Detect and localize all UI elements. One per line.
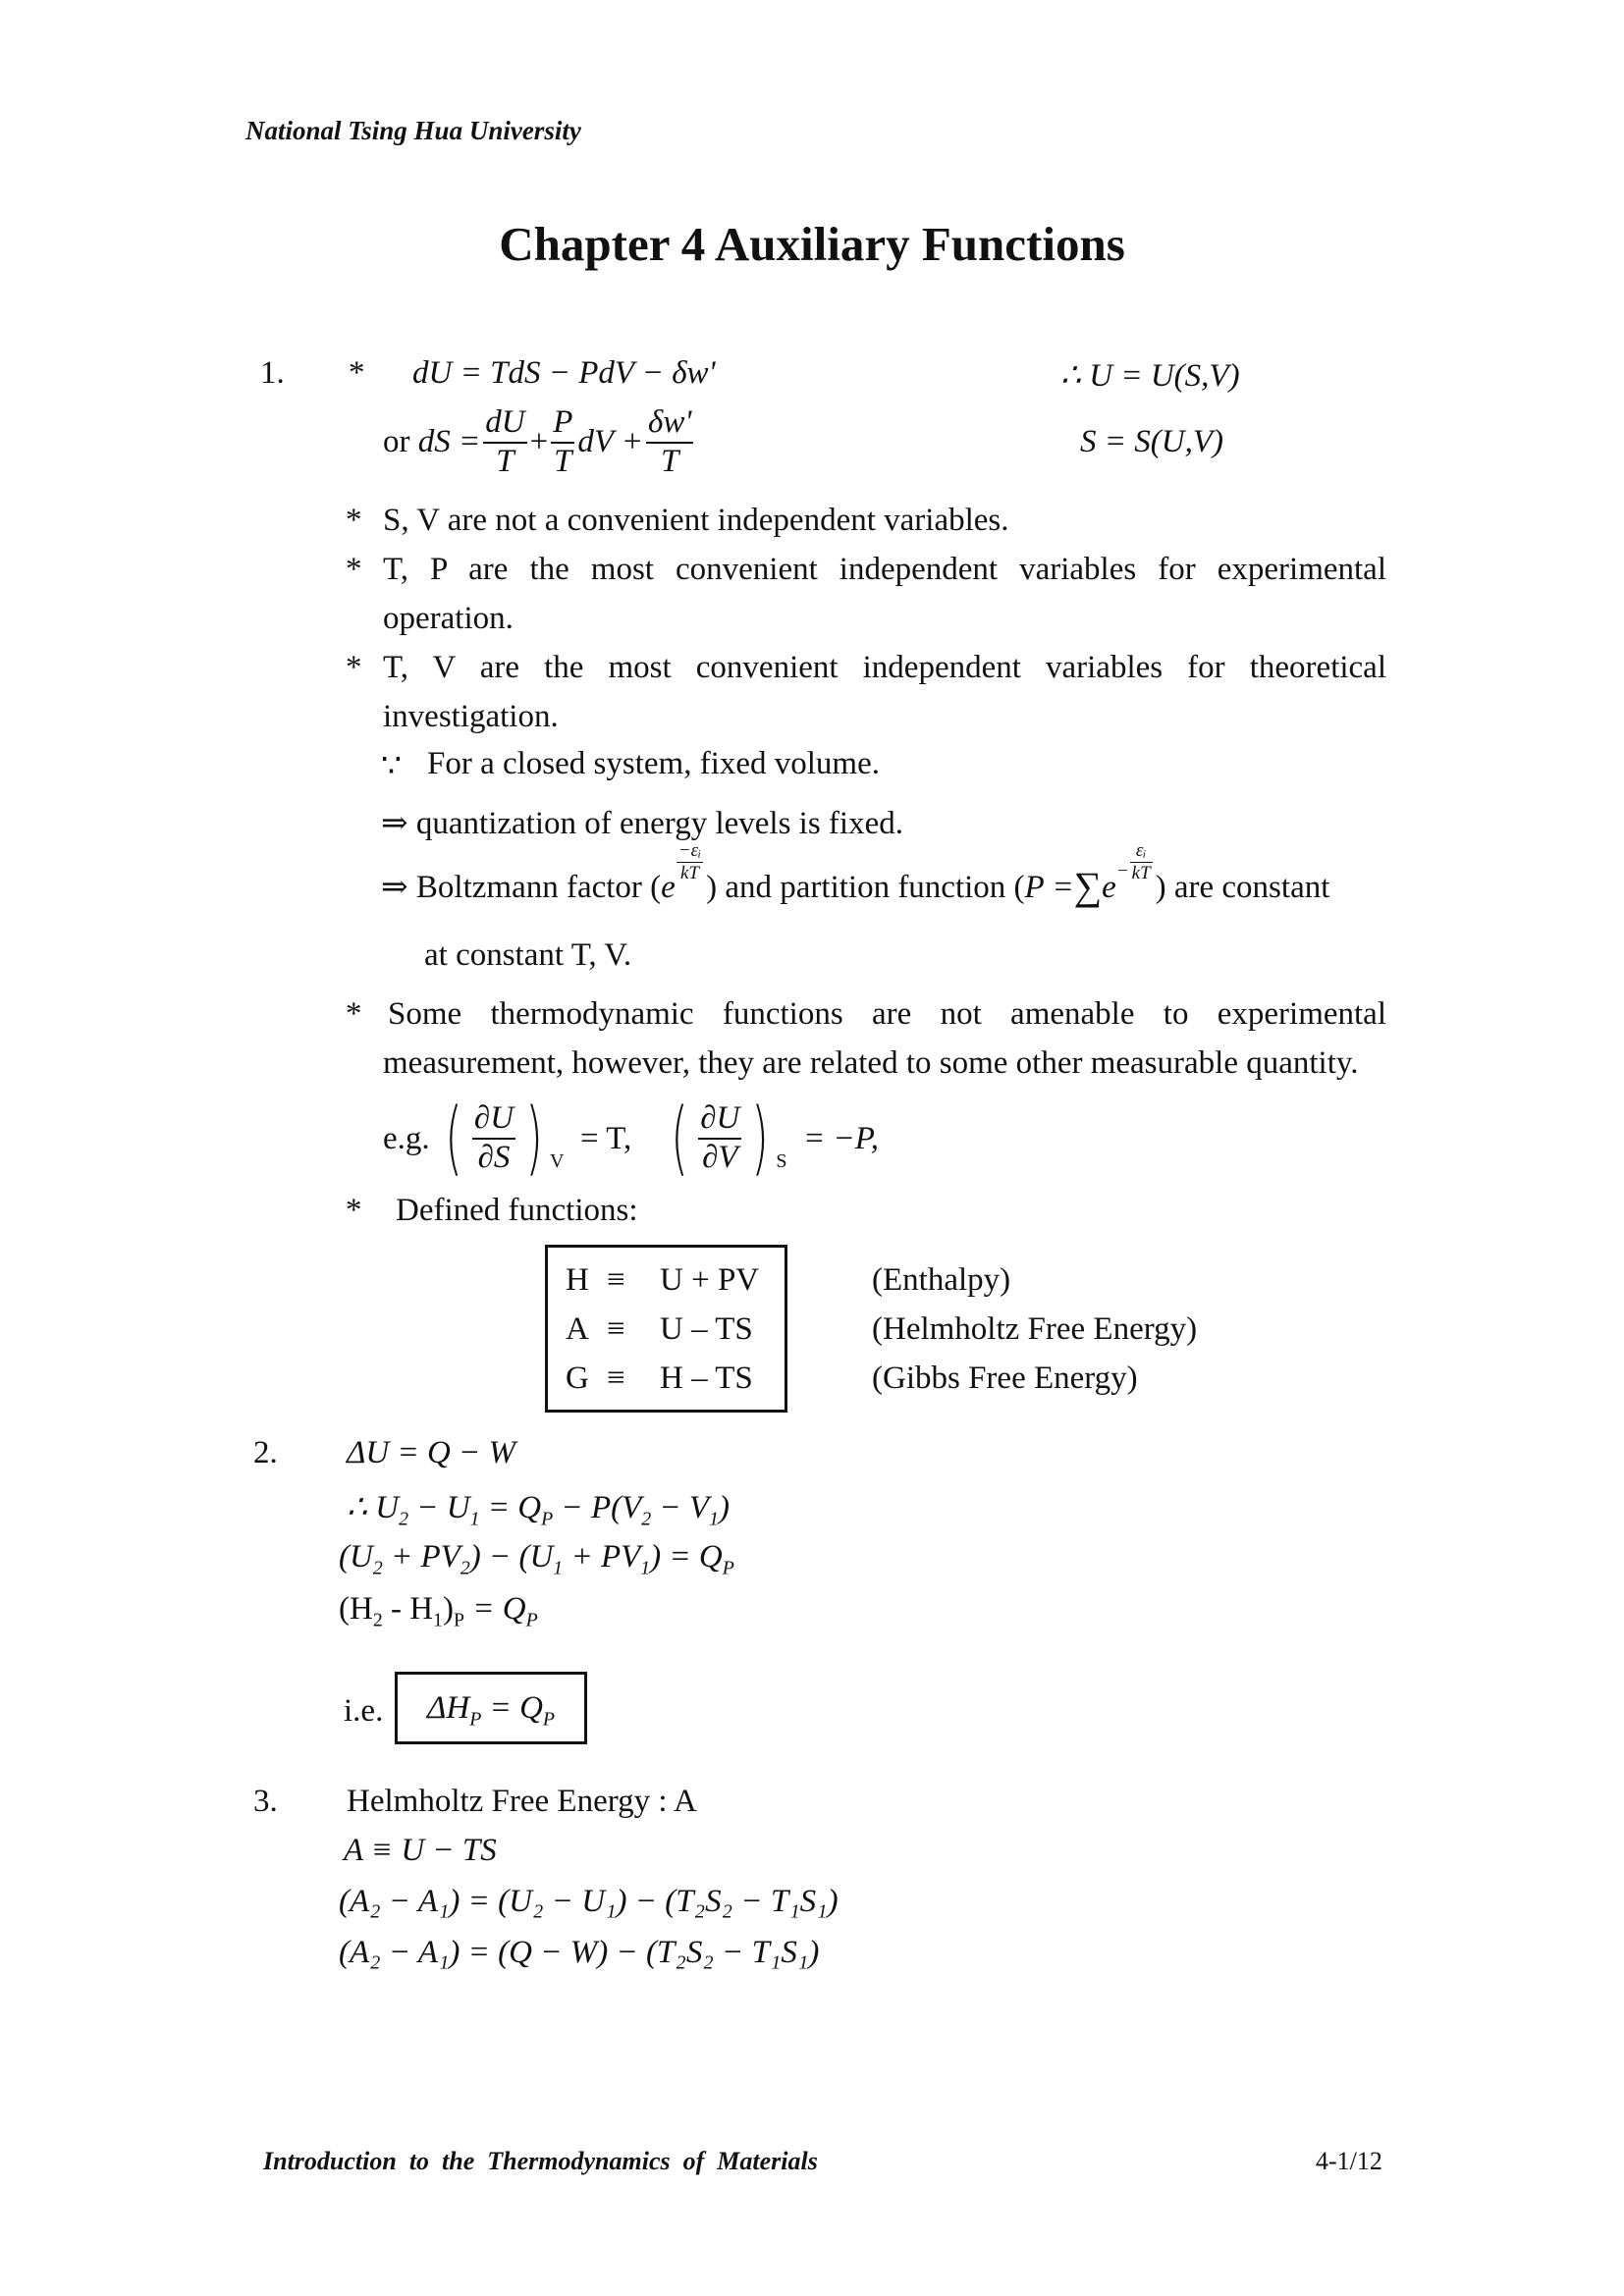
frac-den: T <box>496 443 514 479</box>
eq-part: = Q <box>463 1591 526 1627</box>
eq-part: = Q <box>481 1689 543 1726</box>
footer-book-title: Introduction to the Thermodynamics of Materials <box>263 2147 818 2175</box>
subscript: 2 <box>641 1508 652 1530</box>
def-rhs: U – TS <box>660 1310 753 1347</box>
fraction-dw-T <box>646 404 693 481</box>
bullet-star: * <box>346 1193 362 1228</box>
header-institution: National Tsing Hua University <box>245 116 581 145</box>
def-symbol: A <box>566 1310 589 1347</box>
equation-S-function: S = S(U,V) <box>1080 424 1223 459</box>
bullet-5-text: Defined functions: <box>396 1193 638 1228</box>
frac-num: ∂U <box>472 1100 515 1140</box>
ie-label: i.e. <box>344 1693 384 1729</box>
exp-den: kT <box>679 862 699 883</box>
def-equiv: ≡ <box>607 1261 625 1298</box>
section-1-number: 1. <box>260 355 285 391</box>
boltzmann-text-c: ) are constant <box>1155 869 1330 905</box>
boltzmann-text-d: at constant T, V. <box>424 937 632 973</box>
enthalpy-result-box <box>395 1672 587 1744</box>
equation-A-diff-2: (A₂ − A₁) = (Q − W) − (T₂S₂ − T₁S₁) <box>339 1935 820 1970</box>
equation-A-diff-1: (A₂ − A₁) = (U₂ − U₁) − (T₂S₂ − T₁S₁) <box>339 1884 839 1919</box>
right-paren: ) <box>751 1092 770 1185</box>
frac-num: δw' <box>646 404 693 444</box>
frac-den: T <box>554 443 572 479</box>
partition-exponent <box>1130 840 1153 884</box>
eq-part: - H <box>382 1591 434 1627</box>
subscript: 2 <box>460 1557 470 1579</box>
section-2-number: 2. <box>253 1435 278 1470</box>
frac-den: ∂S <box>477 1140 511 1175</box>
left-paren: ( <box>671 1092 689 1185</box>
eq-part: − U <box>407 1490 470 1525</box>
box-equation <box>427 1689 555 1731</box>
dS-lhs: dS = <box>417 424 481 460</box>
equation-first-law: ΔU = Q − W <box>347 1435 516 1470</box>
frac-den: T <box>661 443 679 479</box>
def-equiv: ≡ <box>607 1360 625 1396</box>
partition-P: P = <box>1024 869 1074 905</box>
fraction-dU-dV <box>698 1100 741 1177</box>
bullet-star: * <box>346 650 362 685</box>
equation-U2-U1 <box>347 1487 730 1530</box>
partial-U-S <box>438 1092 565 1185</box>
eq-part: − V <box>651 1490 710 1525</box>
eq-part: ∴ U <box>347 1490 400 1525</box>
exp-num: εᵢ <box>1130 840 1153 863</box>
subscript: P <box>525 1609 538 1631</box>
boltzmann-e: e <box>661 869 676 905</box>
boltzmann-text-b: ) and partition function ( <box>706 869 1025 905</box>
subscript: 1 <box>469 1508 480 1530</box>
definition-row <box>566 1354 785 1403</box>
def-rhs: H – TS <box>660 1360 753 1396</box>
subscript: P <box>469 1708 482 1731</box>
rhs-T: = T, <box>580 1120 632 1156</box>
partition-e: e <box>1102 869 1116 905</box>
subscript: 1 <box>640 1557 651 1579</box>
equation-dU: dU = TdS − PdV − δw' <box>412 355 716 391</box>
eg-label: e.g. <box>383 1120 430 1156</box>
bullet-star: * <box>349 355 365 391</box>
exp-den: kT <box>1131 862 1151 883</box>
dV-term: dV + <box>577 424 644 460</box>
frac-num: ∂U <box>698 1100 741 1140</box>
frac-num: dU <box>483 404 526 444</box>
subscript: 2 <box>372 1609 383 1631</box>
exp-num: −εᵢ <box>677 840 702 861</box>
def-rhs: U + PV <box>660 1261 760 1298</box>
bullet-star: * <box>346 552 362 587</box>
boltzmann-line <box>381 840 1330 908</box>
boltzmann-exponent <box>677 840 703 884</box>
def-symbol: G <box>566 1360 589 1396</box>
bullet-2-line2: operation. <box>383 601 514 636</box>
bullet-4-line2: measurement, however, they are related to some other measurable quantity. <box>383 1045 1359 1081</box>
fraction-P-T <box>551 404 574 481</box>
bullet-2-line1: T, P are the most convenient independent variables for experimental <box>383 552 1386 587</box>
subscript: P <box>541 1508 554 1530</box>
helmholtz-label: (Helmholtz Free Energy) <box>872 1311 1198 1347</box>
frac-den: ∂V <box>702 1140 738 1175</box>
sigma-symbol: ∑ <box>1073 863 1103 908</box>
gibbs-label: (Gibbs Free Energy) <box>872 1361 1138 1396</box>
subscript: 1 <box>709 1508 719 1530</box>
definition-row <box>566 1255 785 1305</box>
enthalpy-label: (Enthalpy) <box>872 1262 1011 1298</box>
bullet-star: * <box>346 503 362 538</box>
or-label: or <box>383 424 410 460</box>
eq-part: (H <box>339 1591 373 1627</box>
plus-sign: + <box>529 424 549 460</box>
subscript: 2 <box>399 1508 408 1530</box>
equation-A-def: A ≡ U − TS <box>344 1833 497 1868</box>
boltzmann-text-a: ⇒ Boltzmann factor ( <box>381 869 662 905</box>
subscript-V: V <box>550 1150 565 1172</box>
because-text: For a closed system, fixed volume. <box>427 746 881 781</box>
fraction-dU-T <box>483 404 526 481</box>
eq-part: + PV <box>563 1539 641 1575</box>
partial-U-V <box>664 1092 787 1185</box>
eq-part: + PV <box>382 1539 460 1575</box>
equation-H2-H1 <box>339 1591 538 1631</box>
eq-part: = Q <box>479 1490 542 1525</box>
bullet-3-line1: T, V are the most convenient independent variables for theoretical <box>383 650 1386 685</box>
subscript: 1 <box>433 1609 443 1631</box>
partition-exp-sign: − <box>1115 860 1129 881</box>
definition-row <box>566 1305 785 1354</box>
subscript: P <box>542 1708 555 1731</box>
subscript: 1 <box>553 1557 564 1579</box>
rhs-minus-P: = −P, <box>803 1120 879 1156</box>
eq-part: ) = Q <box>650 1539 723 1575</box>
def-symbol: H <box>566 1261 589 1298</box>
eq-part: (U <box>339 1539 373 1575</box>
frac-num: P <box>551 404 574 444</box>
eq-part: − P(V <box>553 1490 642 1525</box>
bullet-star: * <box>346 996 362 1032</box>
implies-quantization: ⇒ quantization of energy levels is fixed. <box>381 806 903 841</box>
because-symbol: ∵ <box>381 749 402 784</box>
left-paren: ( <box>445 1092 462 1185</box>
equation-enthalpy-diff <box>339 1539 734 1579</box>
bullet-4-line1: Some thermodynamic functions are not amenable to experimental <box>388 996 1386 1032</box>
eq-part: ) <box>718 1490 730 1525</box>
subscript: P <box>453 1609 464 1631</box>
equation-U-function: ∴ U = U(S,V) <box>1060 358 1240 394</box>
subscript: 2 <box>372 1557 383 1579</box>
subscript: P <box>722 1557 734 1579</box>
eq-part: ) <box>442 1591 454 1627</box>
fraction-dU-dS <box>472 1100 515 1177</box>
bullet-3-line2: investigation. <box>383 699 559 734</box>
eq-part: ) − (U <box>469 1539 554 1575</box>
right-paren: ) <box>525 1092 543 1185</box>
eq-part: ΔH <box>427 1689 470 1726</box>
bullet-1-text: S, V are not a convenient independent variables. <box>383 503 1009 538</box>
subscript-S: S <box>776 1150 787 1172</box>
section-3-number: 3. <box>253 1784 278 1819</box>
equation-dS <box>383 404 696 481</box>
partial-derivatives <box>383 1090 879 1188</box>
page-title: Chapter 4 Auxiliary Functions <box>499 217 1125 271</box>
footer-page-number: 4-1/12 <box>1316 2147 1382 2175</box>
def-equiv: ≡ <box>607 1310 625 1347</box>
defined-functions-box <box>545 1245 787 1413</box>
section-3-title: Helmholtz Free Energy : A <box>347 1784 697 1819</box>
